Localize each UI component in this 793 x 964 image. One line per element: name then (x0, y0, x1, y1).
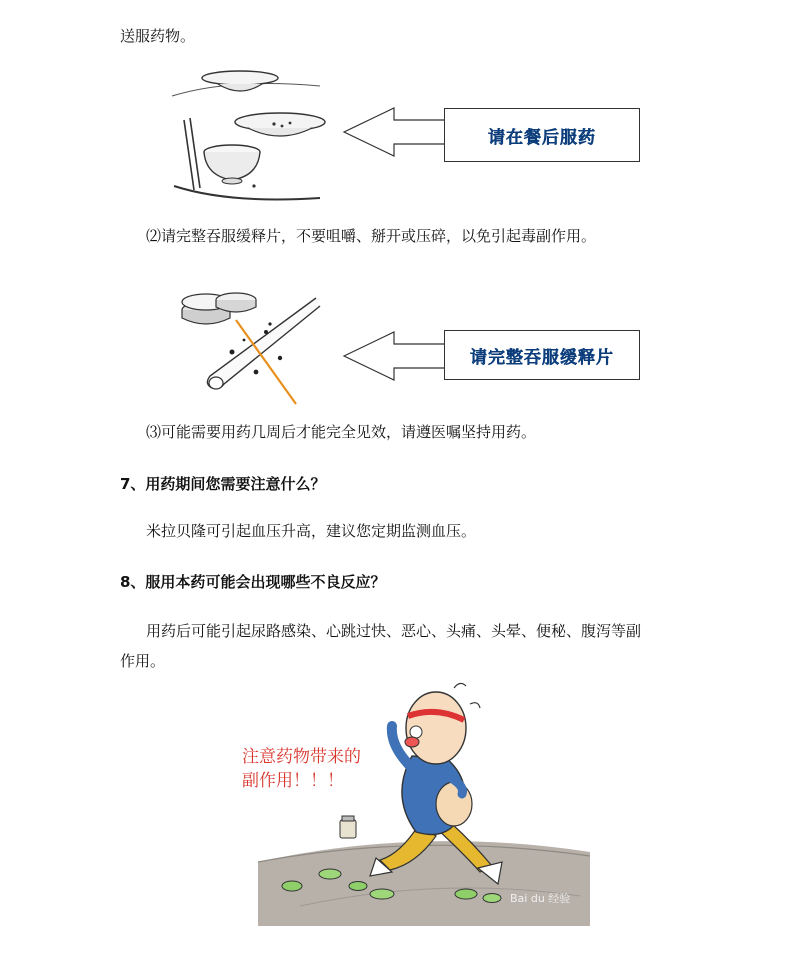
side-effects-cartoon (240, 676, 600, 926)
cartoon-text-line-1: 注意药物带来的 (242, 747, 361, 767)
arrow-left-icon (342, 104, 446, 160)
cartoon-text-line-2: 副作用！！！ (242, 771, 344, 791)
section-8-heading: 8、服用本药可能会出现哪些不良反应？ (120, 573, 386, 591)
dishes-illustration (170, 64, 330, 204)
callout-after-meal: 请在餐后服药 (444, 108, 640, 162)
section-7-heading: 7、用药期间您需要注意什么？ (120, 475, 326, 493)
section-8-body-line-2: 作用。 (120, 652, 166, 670)
point-3-text: ⑶可能需要用药几周后才能完全见效，请遵医嘱坚持用药。 (146, 423, 537, 441)
section-7-body: 米拉贝隆可引起血压升高，建议您定期监测血压。 (146, 522, 477, 540)
callout-whole-tablet: 请完整吞服缓释片 (444, 330, 640, 380)
svg-text:Bai du 经验: Bai du 经验 (510, 892, 571, 905)
section-8-body-line-1: 用药后可能引起尿路感染、心跳过快、恶心、头痛、头晕、便秘、腹泻等副 (146, 622, 642, 640)
top-text: 送服药物。 (120, 27, 196, 45)
arrow-left-icon-2 (342, 328, 446, 384)
tablet-crushing-illustration (176, 280, 326, 410)
point-2-text: ⑵请完整吞服缓释片，不要咀嚼、掰开或压碎，以免引起毒副作用。 (146, 227, 597, 245)
